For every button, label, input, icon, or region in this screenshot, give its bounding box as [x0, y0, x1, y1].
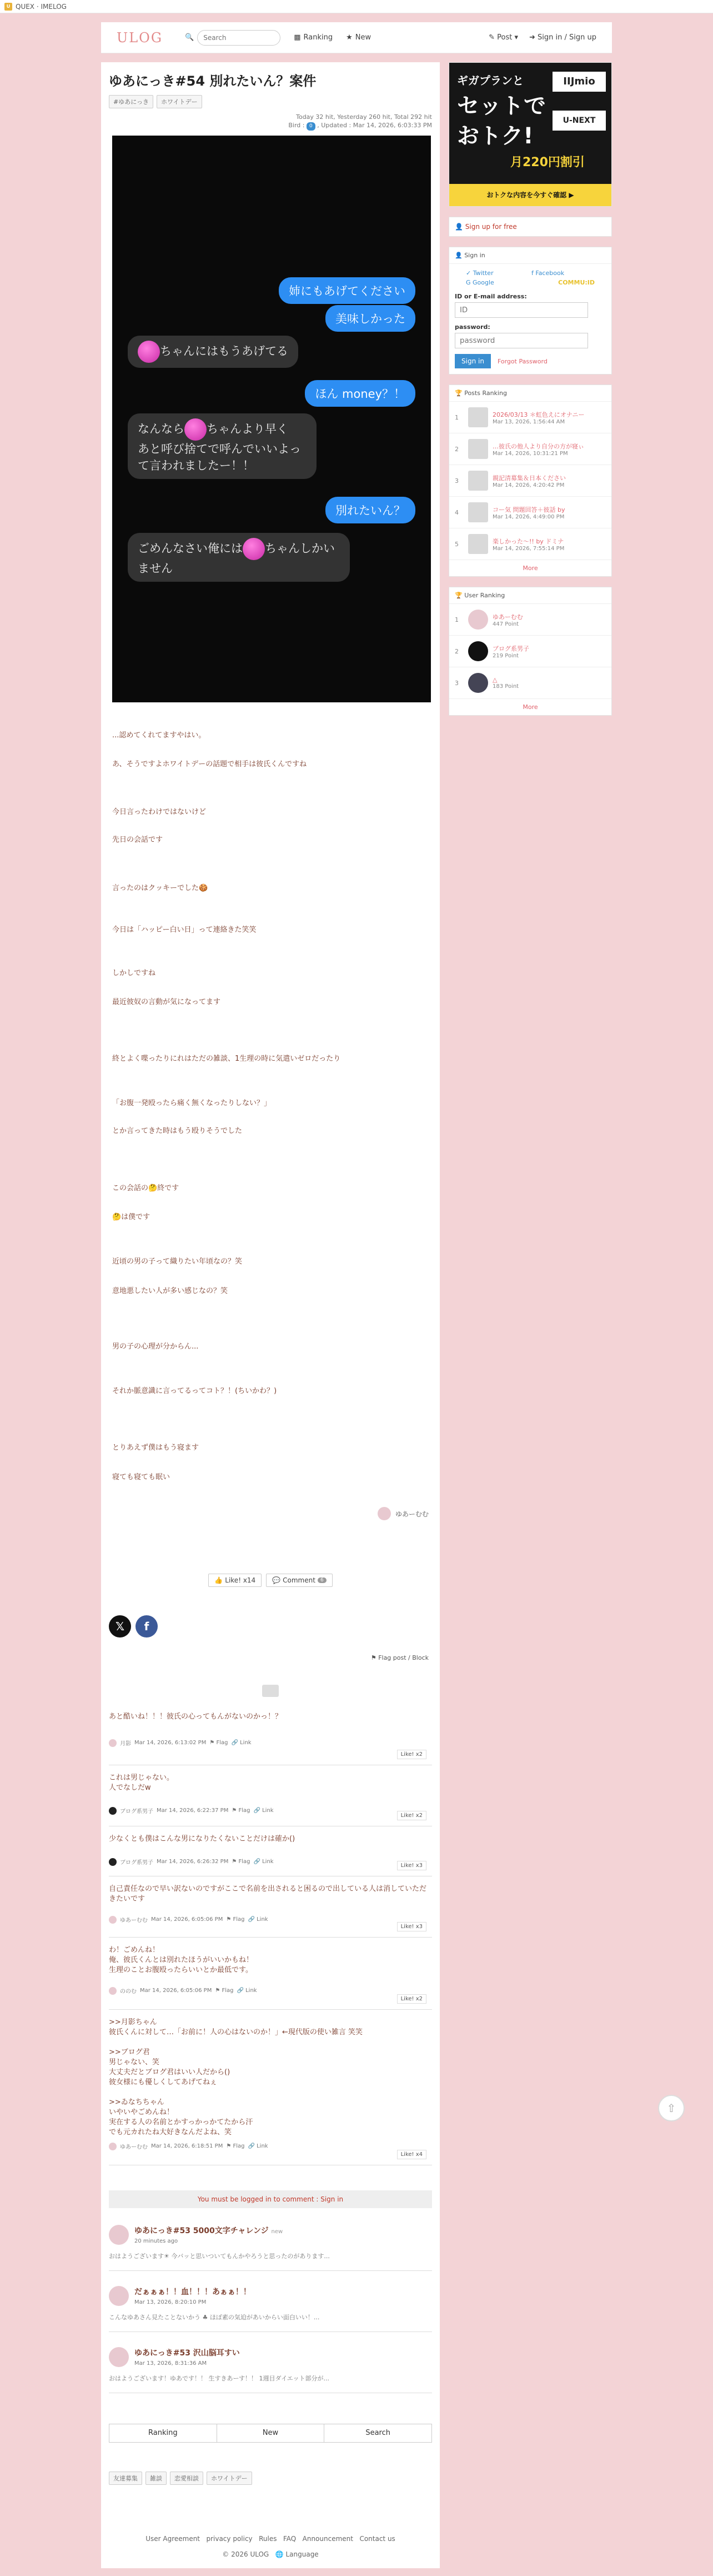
nav-new-label: New: [355, 33, 371, 42]
link-link[interactable]: 🔗 Link: [248, 1916, 268, 1923]
chat-bubble-text: ちゃんより早く: [207, 422, 288, 436]
user-points: 447 Point: [493, 621, 519, 627]
chat-bubble-text: あと呼び捨てで呼んでいいよって言われましたー！！: [138, 442, 301, 472]
author-name: ゆあーむむ: [395, 1510, 429, 1518]
site-header: [101, 22, 612, 53]
ranking-icon: ▩: [294, 33, 301, 42]
comment-item: [109, 1826, 432, 1876]
google-icon: G: [466, 279, 471, 286]
comment-item: [109, 1765, 432, 1826]
copyright: © 2026 ULOG: [222, 2550, 269, 2558]
flag-link[interactable]: ⚑ Flag: [209, 1740, 228, 1746]
signup-link[interactable]: [449, 217, 612, 237]
body-line: 今日言ったわけではないけど: [112, 808, 207, 816]
comment-time: Mar 14, 2026, 6:05:06 PM: [151, 1916, 223, 1923]
facebook-share-icon[interactable]: f: [135, 1615, 158, 1638]
posts-ranking: [449, 385, 612, 577]
chat-bubble-text: ちゃんしかいません: [138, 542, 335, 575]
footer-links: [101, 2535, 440, 2543]
updated-time: Updated : Mar 14, 2026, 6:03:33 PM: [321, 122, 432, 129]
user-name: △: [493, 676, 498, 683]
users-more-link[interactable]: More: [523, 703, 538, 711]
brand-logo[interactable]: ULOG: [117, 29, 163, 46]
posts-more-link[interactable]: More: [523, 565, 538, 572]
tag[interactable]: #ゆあにっき: [109, 95, 153, 108]
flag-post-link[interactable]: [371, 1654, 429, 1661]
post-thumbnail: [468, 439, 488, 459]
rank-number: 5: [455, 540, 459, 548]
post-thumbnail: [468, 502, 488, 522]
related-excerpt: こんなゆあさん見たことないかう ♣ ほぼ素の気迫があいからい面白いい！...: [109, 2314, 320, 2321]
bottom-nav-ranking[interactable]: Ranking: [109, 2424, 217, 2442]
post-thumbnail: [468, 407, 488, 427]
flag-label: Flag post / Block: [378, 1654, 429, 1661]
body-line: とりあえず僕はもう寝ます: [112, 1444, 199, 1452]
footer-link[interactable]: privacy policy: [206, 2535, 253, 2543]
avatar: [109, 1916, 117, 1924]
body-line: 今日は「ハッピー白い日」って連絡きた笑笑: [112, 926, 257, 934]
id-field[interactable]: [455, 302, 588, 318]
signup-label: Sign up for free: [465, 223, 517, 231]
ad-line3: おトク!: [457, 123, 534, 149]
post-author[interactable]: [378, 1507, 429, 1520]
comment-user[interactable]: ゆあーむむ: [120, 2144, 148, 2150]
avatar: [378, 1507, 391, 1520]
facebook-icon: f: [531, 269, 534, 277]
comment-button[interactable]: [266, 1574, 332, 1587]
comment-time: Mar 14, 2026, 6:22:37 PM: [157, 1808, 229, 1814]
footer-link[interactable]: User Agreement: [145, 2535, 200, 2543]
related-excerpt: おはようございます！ゆあです！！ 生すきあーす！！ 1週目ダイエット部分が...: [109, 2375, 330, 2382]
comment-time: Mar 14, 2026, 6:26:32 PM: [157, 1859, 229, 1865]
avatar: [109, 1807, 117, 1815]
forgot-password-link[interactable]: Forgot Password: [497, 357, 548, 365]
flag-link[interactable]: ⚑ Flag: [232, 1859, 250, 1865]
footer-link[interactable]: Contact us: [359, 2535, 395, 2543]
comment-user[interactable]: ののむ: [120, 1989, 137, 1995]
trophy-icon: 🏆: [455, 390, 463, 397]
rank-title: 親記清募集＆日本ください: [493, 474, 566, 482]
ad-price: 月220円割引: [510, 156, 585, 169]
tag-list: [101, 92, 440, 112]
rank-number: 1: [455, 413, 459, 421]
ad-brand1: IIJmio: [553, 72, 606, 92]
body-line: 男の子の心理が分からん...: [112, 1342, 199, 1351]
avatar: [109, 2225, 129, 2245]
user-icon: 👤: [455, 252, 463, 259]
ranking-item[interactable]: [449, 528, 611, 560]
signin-label: Sign in / Sign up: [538, 33, 596, 42]
flag-icon: ⚑: [370, 1654, 376, 1661]
pencil-icon: ✎: [489, 33, 495, 42]
comment-item: [109, 2010, 432, 2165]
search-icon[interactable]: 🔍: [185, 33, 194, 42]
comment-like-button[interactable]: Like! x2: [397, 1750, 426, 1759]
comment-item: [109, 1876, 432, 1938]
avatar: [109, 2286, 129, 2306]
chat-bubble: 別れたいん？: [325, 497, 415, 523]
comment-section-icon: [262, 1685, 279, 1697]
footer-copy: [101, 2550, 440, 2558]
chat-bubble: ほん money？！: [305, 380, 415, 407]
sidebar: [449, 62, 612, 726]
related-title: ゆあにっき#53 沢山脳耳すい: [134, 2349, 240, 2358]
posts-ranking-title: Posts Ranking: [464, 390, 507, 397]
password-field[interactable]: [455, 333, 588, 348]
rank-number: 3: [455, 477, 459, 485]
avatar: [468, 673, 488, 693]
comment-text: わ！ごめんね！ 俺、彼氏くんとは別れたほうがいいかもね！ 生理のことお腹殴ったらいいとか最低です。: [109, 1946, 254, 1974]
bottom-tag-list: [101, 2468, 260, 2488]
body-line: とか言ってきた時はもう殴りそうでした: [112, 1127, 243, 1135]
ranking-item[interactable]: [449, 433, 611, 465]
ad-brand2: U-NEXT: [553, 111, 606, 131]
related-meta: Mar 13, 2026, 8:31:36 AM: [134, 2360, 207, 2367]
rank-number: 2: [455, 445, 459, 453]
x-share-icon[interactable]: 𝕏: [109, 1615, 131, 1638]
page-title: ゆあにっき#54 別れたいん？案件: [109, 73, 317, 89]
rank-number: 3: [455, 679, 459, 687]
avatar: [109, 1987, 117, 1995]
related-post[interactable]: [109, 2218, 432, 2271]
nav-ranking[interactable]: [294, 33, 333, 42]
rank-title: …彼氏の他人より自分の方が寝ぃ: [493, 442, 584, 450]
user-plus-icon: 👤: [455, 223, 463, 231]
comment-user[interactable]: ブログ系男子: [120, 1809, 153, 1815]
comment-user[interactable]: ゆあーむむ: [120, 1918, 148, 1924]
avatar: [109, 2347, 129, 2367]
related-post[interactable]: [109, 2279, 432, 2332]
hit-counts: Today 32 hit, Yesterday 260 hit, Total 292 hit: [296, 113, 432, 121]
comment-text: 少なくとも僕はこんな男になりたくないことだけは確か(): [109, 1835, 295, 1843]
link-link[interactable]: 🔗 Link: [231, 1740, 252, 1746]
user-points: 183 Point: [493, 683, 519, 690]
bottom-nav-new[interactable]: New: [217, 2424, 325, 2442]
bottom-nav-search[interactable]: Search: [365, 2429, 391, 2437]
ranking-item[interactable]: [449, 497, 611, 528]
browser-tab-bar: [0, 0, 713, 13]
comment-text: 自己責任なので早い訳ないのですがここで名前を出されると困るので出している人は消していただきたいです: [109, 1885, 427, 1903]
action-bar: [101, 1574, 440, 1587]
rank-number: 2: [455, 647, 459, 655]
bird-label: Bird :: [288, 122, 305, 129]
language-label: Language: [285, 2550, 319, 2558]
body-line: あ、そうですよホワイトデーの話題で相手は彼氏くんですね: [112, 760, 307, 768]
nav-new[interactable]: [346, 33, 371, 42]
rank-title: コー気 問題回答＋彼話 by: [493, 506, 565, 513]
body-line: 終とよく喋ったりにれはただの雑談、1生理の時に気遣いゼロだったり: [112, 1055, 341, 1063]
heart-emoji-icon: [138, 341, 160, 363]
password-label: password:: [455, 323, 490, 331]
comment-text: >>月影ちゃん 彼氏くんに対して…「お前に！人の心はないのか！」←現代版の使い雑言 笑笑 >>ブログ君 男じゃない、笑 大丈夫だとブログ君はいい人だから() 彼女様にも優しくしてあげてねぇ >>ゐなちちゃん いやいやごめんね！ 実在する人の名前とかすっかっかてたから汗 でも元カれたね大好きなんだよね、笑: [109, 2018, 363, 2136]
post-thumbnail: [468, 471, 488, 491]
rank-date: Mar 14, 2026, 10:31:21 PM: [493, 450, 568, 457]
user-rank-item[interactable]: [449, 604, 611, 636]
comment-user[interactable]: 月影: [120, 1741, 131, 1747]
flag-link[interactable]: ⚑ Flag: [226, 1916, 245, 1923]
comment-label: Comment: [283, 1576, 315, 1584]
ad-line1: ギガプランと: [457, 74, 524, 87]
link-link[interactable]: 🔗 Link: [253, 1808, 274, 1814]
rank-date: Mar 13, 2026, 1:56:44 AM: [493, 418, 565, 425]
related-meta: Mar 13, 2026, 8:20:10 PM: [134, 2299, 207, 2305]
rank-date: Mar 14, 2026, 7:55:14 PM: [493, 545, 565, 552]
footer-link[interactable]: Announcement: [302, 2535, 353, 2543]
globe-icon: 🌐: [275, 2550, 284, 2558]
comment-text: あと酷いね！！！彼氏の心ってもんがないのかっ！？: [109, 1713, 283, 1721]
heart-emoji-icon: [243, 538, 265, 560]
bird-count: 0: [307, 122, 315, 131]
scroll-to-top-button[interactable]: [658, 2095, 685, 2121]
avatar: [109, 1739, 117, 1747]
login-icon: ➜: [529, 33, 535, 42]
comment-like-button[interactable]: Like! x3: [397, 1922, 426, 1931]
comment-like-button[interactable]: Like! x4: [397, 2150, 426, 2159]
like-button[interactable]: [208, 1574, 262, 1587]
facebook-label: Facebook: [535, 269, 565, 277]
footer-link[interactable]: FAQ: [283, 2535, 297, 2543]
user-points: 219 Point: [493, 652, 519, 659]
flag-link[interactable]: ⚑ Flag: [226, 2143, 245, 2149]
arrow-up-icon: ⇧: [666, 2101, 676, 2115]
comment-text: これは男じゃない。 人でなしだw: [109, 1774, 174, 1792]
flag-link[interactable]: ⚑ Flag: [215, 1988, 234, 1994]
new-badge: new: [271, 2229, 283, 2235]
trophy-icon: 🏆: [455, 592, 463, 599]
chat-bubble-text: ごめんなさい俺には: [138, 542, 243, 555]
related-title: だぁぁぁ！！血！！！あぁぁ！！: [134, 2288, 251, 2297]
tag[interactable]: 友達募集: [109, 2472, 142, 2485]
comment-like-button[interactable]: Like! x2: [397, 1811, 426, 1820]
comment-like-button[interactable]: Like! x2: [397, 1994, 426, 2004]
view-stats: Today 32 hit, Yesterday 260 hit, Total 292 hit Bird : 0 , Updated : Mar 14, 2026, 6:03:33 PM: [101, 112, 440, 132]
related-excerpt: おはようございます☀ 今バッと思いついてもんかやろうと思ったのがあります...: [109, 2253, 330, 2260]
comment-user[interactable]: ブログ系男子: [120, 1860, 153, 1866]
search-input[interactable]: [197, 30, 280, 46]
heart-emoji-icon: [184, 418, 207, 441]
user-ranking-title: User Ranking: [464, 592, 505, 599]
related-title: ゆあにっき#53 5000文字チャレンジ: [134, 2226, 269, 2235]
body-line: 「お腹一発殴ったら痛く無くなったりしない？」: [112, 1099, 272, 1107]
body-line: この会話の🤔終です: [112, 1184, 179, 1192]
avatar: [468, 610, 488, 630]
body-line: 近頃の男の子って織りたい年頃なの？笑: [112, 1257, 243, 1266]
signin-button[interactable]: Sign in: [455, 354, 491, 368]
tab-title: QUEX · IMELOG: [16, 2, 67, 11]
body-line: 寝ても寝ても眠い: [112, 1473, 170, 1481]
chat-screenshot-image: [112, 136, 431, 702]
signin-title: Sign in: [464, 252, 485, 259]
like-label: Like! x14: [225, 1576, 256, 1584]
google-login[interactable]: [466, 279, 529, 286]
ranking-item[interactable]: [449, 402, 611, 433]
post-thumbnail: [468, 534, 488, 554]
facebook-login[interactable]: [531, 269, 595, 277]
thumbs-up-icon: 👍: [214, 1576, 223, 1584]
post-button[interactable]: ✎ Post ▾: [489, 33, 518, 42]
twitter-label: Twitter: [473, 269, 494, 277]
avatar: [468, 641, 488, 661]
user-rank-item[interactable]: [449, 667, 611, 699]
tag[interactable]: ホワイトデー: [207, 2472, 252, 2485]
language-selector[interactable]: [275, 2550, 319, 2558]
footer-link[interactable]: Rules: [259, 2535, 277, 2543]
user-rank-item[interactable]: [449, 636, 611, 667]
body-line: 最近彼奴の言動が気になってます: [112, 998, 221, 1006]
signin-card: [449, 247, 612, 375]
tag[interactable]: 雑談: [145, 2472, 167, 2485]
comment-time: Mar 14, 2026, 6:18:51 PM: [151, 2143, 223, 2149]
chat-bubble-text: なんなら: [138, 422, 184, 436]
user-ranking: [449, 587, 612, 716]
bottom-nav: [109, 2424, 432, 2443]
avatar: [109, 2143, 117, 2150]
body-line: しかしですね: [112, 969, 156, 977]
advert-banner[interactable]: [449, 62, 612, 207]
google-label: Google: [473, 279, 494, 286]
comment-time: Mar 14, 2026, 6:13:02 PM: [134, 1740, 207, 1746]
nav-ranking-label: Ranking: [303, 33, 333, 42]
site-logo-icon: U: [4, 3, 12, 11]
rank-date: Mar 14, 2026, 4:49:00 PM: [493, 513, 565, 520]
id-label: ID or E-mail address:: [455, 293, 527, 300]
share-buttons: [109, 1615, 158, 1638]
article-column: [101, 62, 440, 2568]
star-icon: ★: [346, 33, 353, 42]
chat-bubble: 美味しかった: [325, 305, 415, 332]
body-line: それか脈意識に言ってるってコト？！(ちいかわ？): [112, 1387, 277, 1395]
chat-bubble-text: ちゃんにはもうあげてる: [160, 345, 288, 358]
comment-item: [109, 1938, 432, 2010]
body-line: 言ったのはクッキーでした🍪: [112, 884, 208, 892]
ad-cta: おトクな内容を今すぐ確認 ▶: [449, 184, 611, 206]
avatar: [109, 1858, 117, 1866]
body-line: 🤔は僕です: [112, 1213, 150, 1221]
signin-link[interactable]: [529, 33, 596, 42]
comment-item: [109, 1704, 432, 1765]
tag[interactable]: ホワイトデー: [157, 95, 202, 108]
search-box: [185, 30, 280, 46]
comment-time: Mar 14, 2026, 6:05:06 PM: [140, 1988, 212, 1994]
rank-title: 2026/03/13 ＊虹色えにオナニー: [493, 411, 585, 418]
rank-number: 4: [455, 508, 459, 516]
body-line: 意地悪したい人が多い感じなの？笑: [112, 1287, 228, 1295]
rank-number: 1: [455, 616, 459, 623]
link-link[interactable]: 🔗 Link: [237, 1988, 257, 1994]
rank-date: Mar 14, 2026, 4:20:42 PM: [493, 482, 565, 488]
login-notice[interactable]: You must be logged in to comment : Sign in: [109, 2190, 432, 2208]
ranking-item[interactable]: [449, 465, 611, 497]
rank-title: 楽しかった〜!! by ドミナ: [493, 537, 564, 545]
ad-line2: セットで: [457, 93, 546, 119]
related-post[interactable]: [109, 2340, 432, 2393]
link-link[interactable]: 🔗 Link: [253, 1859, 274, 1865]
comment-icon: 💬: [272, 1576, 281, 1584]
user-name: ブログ系男子: [493, 645, 529, 652]
comment-like-button[interactable]: Like! x3: [397, 1861, 426, 1870]
link-link[interactable]: 🔗 Link: [248, 2143, 268, 2149]
tag[interactable]: 恋愛相談: [170, 2472, 203, 2485]
commu-id-login[interactable]: COMMU:ID: [558, 279, 595, 286]
user-name: ゆあーむむ: [493, 613, 523, 621]
comment-count: 6: [318, 1577, 327, 1583]
related-meta: 20 minutes ago: [134, 2238, 178, 2244]
chat-bubble: 姉にもあげてください: [279, 277, 415, 304]
twitter-icon: ✓: [466, 269, 471, 277]
twitter-login[interactable]: [466, 269, 529, 277]
body-line: 先日の会話です: [112, 836, 163, 844]
flag-link[interactable]: ⚑ Flag: [232, 1808, 250, 1814]
post-label: Post: [497, 33, 513, 42]
body-line: ...認めてくれてますやはい。: [112, 731, 206, 740]
